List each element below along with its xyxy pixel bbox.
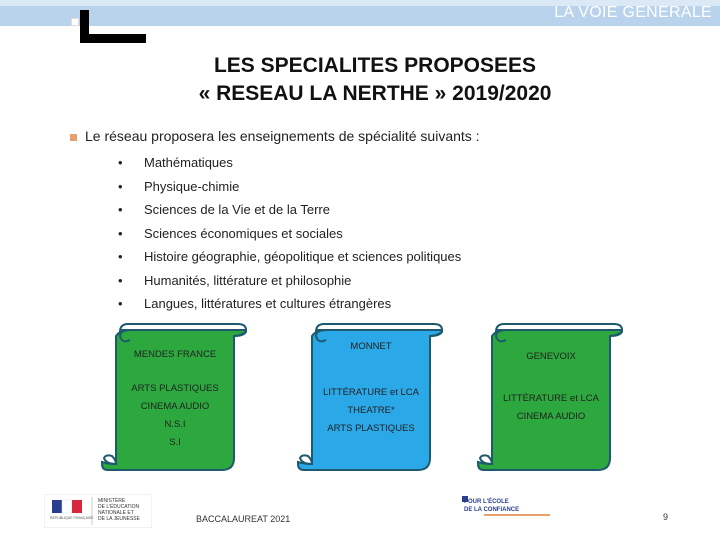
scroll-title: MENDES FRANCE [133,349,217,360]
ecole-confiance-logo [462,496,552,520]
scroll-mendes-france [100,322,250,478]
specialites-list [118,154,461,319]
ministere-line: MINISTÈRE [98,498,126,504]
specialite-item [118,225,461,249]
ministere-line: DE LA JEUNESSE [98,516,140,522]
specialite-item [118,201,461,225]
page-title [0,52,720,108]
republique-label: RÉPUBLIQUE FRANÇAISE [50,516,94,520]
scroll-line: LITTÉRATURE et LCA [323,387,419,398]
scroll-line: S.I [169,437,181,448]
bullet-icon: • [118,272,123,288]
scroll-line: LITTÉRATURE et LCA [503,393,599,404]
specialite-label: Histoire géographie, géopolitique et sciences politiques [144,249,462,264]
specialite-item [118,248,461,272]
square-bullet-icon [70,134,77,141]
specialite-label: Physique-chimie [144,178,240,194]
intro-text [70,128,480,144]
ministere-logo [44,494,152,526]
title-line-1: LES SPECIALITES PROPOSEES [213,54,537,77]
scroll-genevoix [476,322,626,478]
specialite-label: Mathématiques [144,155,233,170]
bullet-icon: • [118,178,123,194]
specialite-item [118,178,461,202]
specialite-item [118,295,461,319]
header-label: LA VOIE GENERALE [554,4,712,21]
bullet-icon: • [118,296,123,311]
ministere-line: NATIONALE ET [98,510,134,516]
scroll-line: ARTS PLASTIQUES [327,423,415,434]
corner-logo-mark [80,10,146,38]
confiance-line: DE LA CONFIANCE [464,507,520,513]
page-number: 9 [663,512,669,522]
title-line-2: « RESEAU LA NERTHE » 2019/2020 [198,82,552,105]
bullet-icon: • [118,225,123,241]
scroll-line: ARTS PLASTIQUES [131,383,219,394]
intro-label: Le réseau proposera les enseignements de spécialité suivants : [85,128,480,144]
confiance-line: POUR L'ÉCOLE [464,499,509,505]
specialite-item [118,154,461,178]
scroll-monnet [296,322,446,478]
specialite-label: Langues, littératures et cultures étrangères [144,296,392,311]
ministere-line: DE L'ÉDUCATION [98,504,140,510]
specialite-label: Sciences de la Vie et de la Terre [144,202,330,217]
bullet-icon: • [118,249,123,264]
bullet-icon: • [118,202,123,217]
scroll-line: N.S.I [164,419,186,430]
specialite-label: Humanités, littérature et philosophie [144,272,352,288]
scroll-line: THEATRE* [347,405,395,416]
scroll-line: CINEMA AUDIO [140,401,210,412]
specialite-item [118,272,461,296]
scroll-line: CINEMA AUDIO [516,411,586,422]
bullet-icon: • [118,155,123,170]
scroll-title: GENEVOIX [526,351,576,362]
specialite-label: Sciences économiques et sociales [144,225,343,241]
footer-center-text: BACCALAUREAT 2021 [196,514,291,524]
scroll-title: MONNET [350,341,392,352]
